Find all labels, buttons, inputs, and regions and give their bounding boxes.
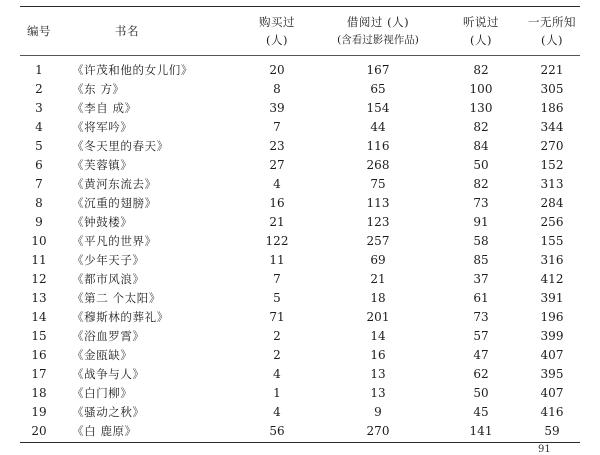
bought-count: 23 xyxy=(269,138,285,153)
unknown-count: 186 xyxy=(540,100,564,115)
header-borrowed-line2: (含看过影视作品) xyxy=(337,34,419,46)
heard-count: 50 xyxy=(473,385,489,400)
bought-count: 2 xyxy=(273,328,281,343)
heard-count: 47 xyxy=(473,347,489,362)
bought-count: 21 xyxy=(269,214,285,229)
bought-count: 56 xyxy=(269,423,285,438)
table-row xyxy=(20,307,580,326)
header-no: 编号 xyxy=(27,24,51,38)
heard-count: 61 xyxy=(473,290,489,305)
borrowed-count: 65 xyxy=(370,81,386,96)
table-row xyxy=(20,269,580,288)
table-row xyxy=(20,421,580,440)
bought-count: 39 xyxy=(269,100,285,115)
unknown-count: 221 xyxy=(540,62,564,77)
book-title: 《白门柳》 xyxy=(72,385,133,400)
header-unknown-line2: (人) xyxy=(541,33,563,47)
heard-count: 100 xyxy=(469,81,493,96)
header-heard xyxy=(438,13,524,49)
row-number: 15 xyxy=(31,328,47,343)
borrowed-count: 116 xyxy=(366,138,390,153)
unknown-count: 305 xyxy=(540,81,564,96)
bought-count: 4 xyxy=(273,176,281,191)
book-title: 《浴血罗霄》 xyxy=(72,328,145,343)
heard-count: 62 xyxy=(473,366,489,381)
book-title: 《都市风浪》 xyxy=(72,271,145,286)
table-row xyxy=(20,79,580,98)
book-title: 《东 方》 xyxy=(72,81,125,96)
bought-count: 16 xyxy=(269,195,285,210)
book-title: 《金瓯缺》 xyxy=(72,347,133,362)
heard-count: 141 xyxy=(469,423,493,438)
heard-count: 82 xyxy=(473,62,489,77)
header-bought-line2: (人) xyxy=(266,33,288,47)
heard-count: 57 xyxy=(473,328,489,343)
unknown-count: 399 xyxy=(540,328,564,343)
bought-count: 4 xyxy=(273,366,281,381)
row-number: 1 xyxy=(35,62,43,77)
heard-count: 73 xyxy=(473,195,489,210)
borrowed-count: 154 xyxy=(366,100,390,115)
table-row xyxy=(20,383,580,402)
book-title: 《芙蓉镇》 xyxy=(72,157,133,172)
bought-count: 7 xyxy=(273,271,281,286)
borrowed-count: 268 xyxy=(366,157,390,172)
borrowed-count: 113 xyxy=(366,195,390,210)
row-number: 4 xyxy=(35,119,43,134)
bought-count: 7 xyxy=(273,119,281,134)
borrowed-count: 13 xyxy=(370,366,386,381)
row-number: 16 xyxy=(31,347,47,362)
row-number: 18 xyxy=(31,385,47,400)
unknown-count: 391 xyxy=(540,290,564,305)
borrowed-count: 75 xyxy=(370,176,386,191)
header-borrowed xyxy=(318,13,438,49)
bought-count: 1 xyxy=(273,385,281,400)
unknown-count: 270 xyxy=(540,138,564,153)
borrowed-count: 201 xyxy=(366,309,390,324)
borrowed-count: 14 xyxy=(370,328,386,343)
unknown-count: 407 xyxy=(540,347,564,362)
header-title: 书名 xyxy=(114,24,140,38)
bottom-rule xyxy=(20,442,580,443)
book-title: 《将军吟》 xyxy=(72,119,133,134)
row-number: 12 xyxy=(31,271,47,286)
unknown-count: 416 xyxy=(540,404,564,419)
book-title: 《战争与人》 xyxy=(72,366,145,381)
unknown-count: 344 xyxy=(540,119,564,134)
header-borrowed-line1: 借阅过 (人) xyxy=(346,15,410,29)
bought-count: 2 xyxy=(273,347,281,362)
book-title: 《平凡的世界》 xyxy=(72,233,157,248)
table-row xyxy=(20,212,580,231)
book-title: 《李自 成》 xyxy=(72,100,137,115)
bought-count: 122 xyxy=(265,233,289,248)
borrowed-count: 21 xyxy=(370,271,386,286)
borrowed-count: 123 xyxy=(366,214,390,229)
unknown-count: 256 xyxy=(540,214,564,229)
unknown-count: 313 xyxy=(540,176,564,191)
heard-count: 37 xyxy=(473,271,489,286)
book-title: 《第二 个太阳》 xyxy=(72,290,161,305)
heard-count: 91 xyxy=(473,214,489,229)
row-number: 17 xyxy=(31,366,47,381)
borrowed-count: 18 xyxy=(370,290,386,305)
header-bought xyxy=(236,13,318,49)
book-title: 《骚动之秋》 xyxy=(72,404,145,419)
table-row xyxy=(20,193,580,212)
row-number: 11 xyxy=(31,252,47,267)
table-row xyxy=(20,250,580,269)
header-heard-line1: 听说过 xyxy=(463,15,499,29)
row-number: 20 xyxy=(31,423,47,438)
heard-count: 73 xyxy=(473,309,489,324)
row-number: 19 xyxy=(31,404,47,419)
header-bought-line1: 购买过 xyxy=(259,15,295,29)
borrowed-count: 13 xyxy=(370,385,386,400)
table-row xyxy=(20,174,580,193)
table-row xyxy=(20,60,580,79)
heard-count: 130 xyxy=(469,100,493,115)
book-title: 《沉重的翅膀》 xyxy=(72,195,157,210)
table-row xyxy=(20,326,580,345)
row-number: 13 xyxy=(31,290,47,305)
unknown-count: 412 xyxy=(540,271,564,286)
table-row xyxy=(20,136,580,155)
survey-table xyxy=(20,6,580,443)
unknown-count: 155 xyxy=(540,233,564,248)
unknown-count: 196 xyxy=(540,309,564,324)
header-unknown-line1: 一无所知 xyxy=(528,15,576,29)
row-number: 14 xyxy=(31,309,47,324)
book-title: 《许茂和他的女儿们》 xyxy=(72,62,193,77)
bought-count: 71 xyxy=(269,309,285,324)
book-title: 《穆斯林的葬礼》 xyxy=(72,309,169,324)
borrowed-count: 16 xyxy=(370,347,386,362)
borrowed-count: 44 xyxy=(370,119,386,134)
borrowed-count: 167 xyxy=(366,62,390,77)
row-number: 7 xyxy=(35,176,43,191)
unknown-count: 59 xyxy=(544,423,560,438)
table-row xyxy=(20,155,580,174)
book-title: 《黄河东流去》 xyxy=(72,176,157,191)
heard-count: 85 xyxy=(473,252,489,267)
row-number: 8 xyxy=(35,195,43,210)
borrowed-count: 257 xyxy=(366,233,390,248)
heard-count: 82 xyxy=(473,176,489,191)
table-row xyxy=(20,231,580,250)
heard-count: 50 xyxy=(473,157,489,172)
bought-count: 8 xyxy=(273,81,281,96)
heard-count: 45 xyxy=(473,404,489,419)
row-number: 9 xyxy=(35,214,43,229)
book-title: 《白 鹿原》 xyxy=(72,423,137,438)
bought-count: 4 xyxy=(273,404,281,419)
bought-count: 27 xyxy=(269,157,285,172)
table-row xyxy=(20,98,580,117)
row-number: 10 xyxy=(31,233,47,248)
row-number: 5 xyxy=(35,138,43,153)
table-row xyxy=(20,288,580,307)
borrowed-count: 69 xyxy=(370,252,386,267)
row-number: 3 xyxy=(35,100,43,115)
table-row xyxy=(20,364,580,383)
unknown-count: 407 xyxy=(540,385,564,400)
heard-count: 58 xyxy=(473,233,489,248)
book-title: 《钟鼓楼》 xyxy=(72,214,133,229)
table-row xyxy=(20,345,580,364)
bought-count: 20 xyxy=(269,62,285,77)
table-header xyxy=(20,7,580,55)
heard-count: 84 xyxy=(473,138,489,153)
book-title: 《冬天里的春天》 xyxy=(72,138,169,153)
page-number: 91 xyxy=(538,444,551,455)
bought-count: 5 xyxy=(273,290,281,305)
table-row xyxy=(20,402,580,421)
bought-count: 11 xyxy=(269,252,285,267)
row-number: 6 xyxy=(35,157,43,172)
unknown-count: 316 xyxy=(540,252,564,267)
borrowed-count: 9 xyxy=(374,404,382,419)
heard-count: 82 xyxy=(473,119,489,134)
borrowed-count: 270 xyxy=(366,423,390,438)
unknown-count: 284 xyxy=(540,195,564,210)
unknown-count: 395 xyxy=(540,366,564,381)
unknown-count: 152 xyxy=(540,157,564,172)
book-title: 《少年天子》 xyxy=(72,252,145,267)
header-heard-line2: (人) xyxy=(470,33,492,47)
table-row xyxy=(20,117,580,136)
header-unknown xyxy=(524,13,580,49)
row-number: 2 xyxy=(35,81,43,96)
table-body xyxy=(20,56,580,442)
